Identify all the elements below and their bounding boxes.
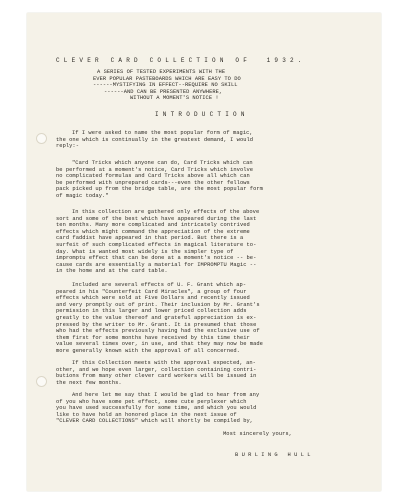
body-line: And here let me say that I would be glad to hear from any <box>72 392 260 398</box>
subtitle-line: WITHOUT A MOMENT'S NOTICE ! <box>130 95 219 101</box>
subtitle-line: EVER POPULAR PASTEBOARDS WHICH ARE EASY TO DO <box>93 75 241 82</box>
body-line: and very promptly out of print. Their inclusion by Mr. Grant's <box>56 301 260 308</box>
subtitle-line: ------AND CAN BE PRESENTED ANYWHERE, <box>104 88 223 95</box>
body-line: you have used successfully for some time, and which you would <box>56 405 257 412</box>
body-line: ten months. Many more complicated and intricately contrived <box>56 222 250 229</box>
body-line: pack picked up from the bridge table, are the most popular form <box>56 186 263 193</box>
body-line: sort and some of the best which have appeared during the last <box>56 215 257 222</box>
body-line: be performed at a moment's notice, Card Tricks which involve <box>56 166 254 173</box>
body-line: reply:- <box>56 143 79 150</box>
body-line: If I were asked to name the most popular form of magic, <box>72 130 253 136</box>
body-line: cause cards are essentially a material for IMPROMPTU Magic -- <box>56 261 257 268</box>
body-line: no complicated formulas and Card Tricks above all which can <box>56 173 250 180</box>
body-line: the one which is continually in the greatest demand, I would <box>56 136 254 143</box>
signature: B U R L I N G H U L L <box>235 452 311 458</box>
body-line: permission in this larger and lower priced collection adds <box>56 308 247 315</box>
document-title: C L E V E R C A R D C O L L E C T I O N O F 1 9 3 2 . <box>56 57 302 64</box>
body-line: "CLEVER CARD COLLECTIONS" which will shortly be compiled by, <box>56 418 254 425</box>
body-line: Included are several effects of U. F. Grant which ap- <box>72 282 247 288</box>
section-heading: I N T R O D U C T I O N <box>155 111 245 118</box>
closing: Most sincerely yours, <box>223 431 292 437</box>
body-line: If this Collection meets with the approval expected, an- <box>72 360 256 366</box>
body-line: surfeit of such complicated effects in magical literature to- <box>56 242 257 248</box>
body-line: effects which might command the appreciation of the extreme <box>56 228 250 235</box>
punch-hole <box>36 133 47 144</box>
body-line: other, and we hope even larger, collection containing contri- <box>56 366 257 373</box>
body-line: be performed with unprepared cards---even the other fellows <box>56 179 250 186</box>
body-line: value several times over, in use, and that they may now be made <box>56 341 263 348</box>
body-line: greatly to the value thereof and grateful appreciation is ex- <box>56 315 257 321</box>
body-line: more generally known with the approval of all concerned. <box>56 348 240 354</box>
body-line: In this collection are gathered only effects of the above <box>72 209 260 215</box>
subtitle-line: A SERIES OF TESTED EXPERIMENTS WITH THE <box>97 69 226 75</box>
body-line: impromptu effect that can be done at a moment's notice -- be- <box>56 255 257 262</box>
body-line: butions from many other clever card workers will be issued in <box>56 373 257 380</box>
body-line: pressed by the writer to Mr. Grant. It is presumed that those <box>56 321 257 328</box>
punch-hole <box>36 376 47 387</box>
body-line: in the home and at the card table. <box>56 268 168 275</box>
body-line: effects which were sold at Five Dollars and recently issued <box>56 295 250 302</box>
body-line: who had the effects previously having had the exclusive use of <box>56 328 260 335</box>
body-line: card faddist have appeared in that period. But there is a <box>56 235 244 242</box>
body-line: "Card Tricks which anyone can do, Card Tricks which can <box>72 160 253 166</box>
body-line: of magic today." <box>56 193 109 199</box>
body-line: like to have hold an honored place in the next issue of <box>56 411 237 418</box>
body-line: of you who have some pet effect, some cute perplexer which <box>56 398 247 405</box>
body-line: peared in his "Counterfeit Card Miracles", a group of four <box>56 288 247 295</box>
document-page <box>27 13 381 491</box>
body-line: them first for some months have received by this time their <box>56 334 250 341</box>
subtitle-line: ------MYSTIFYING IN EFFECT--REQUIRE NO SKILL <box>93 82 238 88</box>
body-line: day. What is wanted most widely is the simpler type of <box>56 248 234 255</box>
body-line: the next few months. <box>56 379 122 386</box>
